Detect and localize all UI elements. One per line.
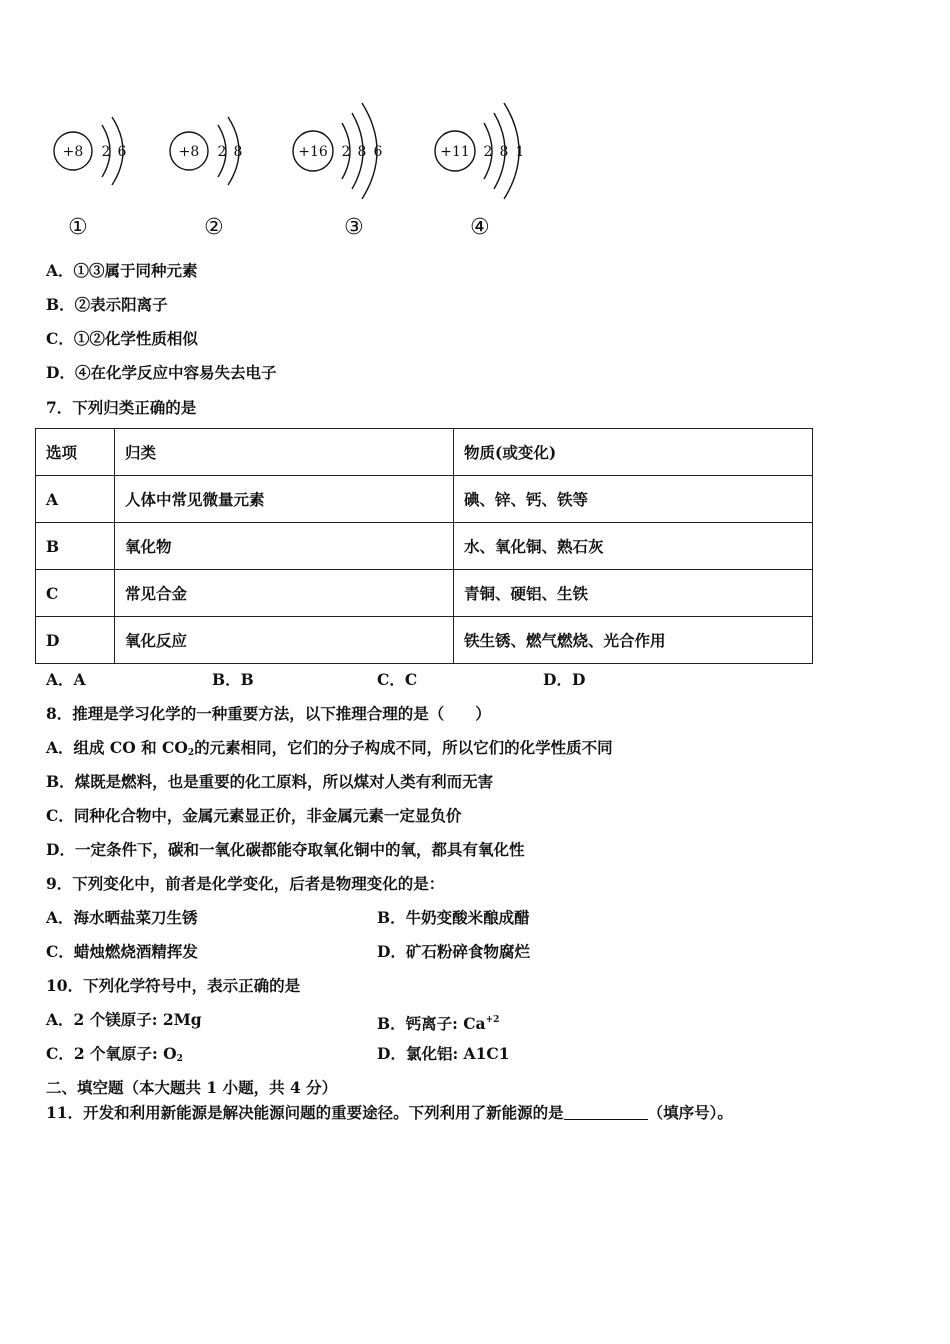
table-header-cell: 归类 [115,429,454,476]
q9-option-b: B．牛奶变酸米酿成醋 [377,908,530,927]
table-cell: 水、氧化铜、熟石灰 [454,523,813,570]
q6-option-d: D．④在化学反应中容易失去电子 [46,363,277,382]
q10-stem: 10．下列化学符号中，表示正确的是 [46,976,301,995]
table-cell: 氧化反应 [115,617,454,664]
table-cell: D [36,617,115,664]
atom-1-shell-2-count: 6 [117,144,127,160]
atom-2-shell-2-count: 8 [233,144,243,160]
table-header-cell: 物质(或变化) [454,429,813,476]
table-cell: 氧化物 [115,523,454,570]
q10-option-d: D．氯化铝: A1C1 [377,1044,510,1063]
q9-option-a: A．海水晒盐菜刀生锈 [46,908,198,927]
atom-3-nucleus: +16 [298,144,328,160]
table-row [36,476,813,523]
classification-table [35,428,813,664]
q10-option-c-pre: C．2 个氧原子: O [46,1044,177,1063]
table-row [36,523,813,570]
q9-option-c: C．蜡烛燃烧酒精挥发 [46,942,198,961]
atom-4-shell-1-count: 2 [483,144,493,160]
q8-option-d: D．一定条件下，碳和一氧化碳都能夺取氧化铜中的氧，都具有氧化性 [46,840,525,859]
q7-option-c: C．C [377,670,418,689]
atom-2-label: ② [204,215,224,240]
q7-stem: 7．下列归类正确的是 [46,398,197,417]
table-row [36,570,813,617]
q7-option-a: A．A [46,670,86,689]
atom-3-shell-2-count: 8 [357,144,367,160]
q11-stem-pre: 11．开发和利用新能源是解决能源问题的重要途径。下列利用了新能源的是 [46,1103,564,1122]
table-cell: 常见合金 [115,570,454,617]
table-header-row [36,429,813,476]
atom-4-nucleus: +11 [440,144,470,160]
table-cell: 人体中常见微量元素 [115,476,454,523]
q7-option-b: B．B [212,670,254,689]
q10-option-c-sub: 2 [176,1054,183,1064]
table-cell: 铁生锈、燃气燃烧、光合作用 [454,617,813,664]
table-row [36,617,813,664]
table-cell: 碘、锌、钙、铁等 [454,476,813,523]
atom-1-nucleus: +8 [62,144,84,160]
table-cell: A [36,476,115,523]
q10-option-b [377,1010,499,1034]
q11-stem [46,1103,733,1123]
atom-1-label: ① [68,215,88,240]
q8-option-a-sub: 2 [187,748,195,758]
q9-option-d: D．矿石粉碎食物腐烂 [377,942,530,961]
q7-option-d: D．D [543,670,586,689]
atom-4-label: ④ [470,215,490,240]
q6-option-c: C．①②化学性质相似 [46,329,198,348]
atom-diagram-svg [40,95,600,245]
table-cell: 青铜、硬铝、生铁 [454,570,813,617]
atom-3-shell-1-count: 2 [341,144,351,160]
atom-4-shell-3-count: 1 [515,144,525,160]
table-cell: B [36,523,115,570]
q11-stem-post: （填序号）。 [647,1103,733,1122]
atom-3-shell-3-count: 6 [373,144,383,160]
q10-option-b-sup: +2 [485,1015,500,1025]
q8-option-a-pre: A．组成 CO 和 CO [46,738,188,757]
q8-option-c: C．同种化合物中，金属元素显正价，非金属元素一定显负价 [46,806,462,825]
atom-4-shell-2-count: 8 [499,144,509,160]
q8-option-a [46,738,613,763]
q10-option-c [46,1044,183,1069]
section-2-heading: 二、填空题（本大题共 1 小题，共 4 分） [46,1078,338,1097]
q10-option-b-pre: B．钙离子: Ca [377,1014,486,1033]
table-cell: C [36,570,115,617]
q9-stem: 9．下列变化中，前者是化学变化，后者是物理变化的是： [46,874,445,893]
q8-option-b: B．煤既是燃料，也是重要的化工原料，所以煤对人类有利而无害 [46,772,494,791]
q8-stem: 8．推理是学习化学的一种重要方法，以下推理合理的是（ ） [46,704,491,723]
atom-2-nucleus: +8 [178,144,200,160]
q10-option-a: A．2 个镁原子: 2Mg [46,1010,202,1029]
atom-structure-diagrams [40,95,600,245]
atom-2-shell-1-count: 2 [217,144,227,160]
q11-answer-blank[interactable] [564,1103,648,1120]
q8-option-a-post: 的元素相同，它们的分子构成不同，所以它们的化学性质不同 [194,738,613,757]
atom-1-shell-1-count: 2 [101,144,111,160]
table-header-cell: 选项 [36,429,115,476]
q6-option-a: A．①③属于同种元素 [46,261,198,280]
atom-3-label: ③ [344,215,364,240]
q6-option-b: B．②表示阳离子 [46,295,168,314]
